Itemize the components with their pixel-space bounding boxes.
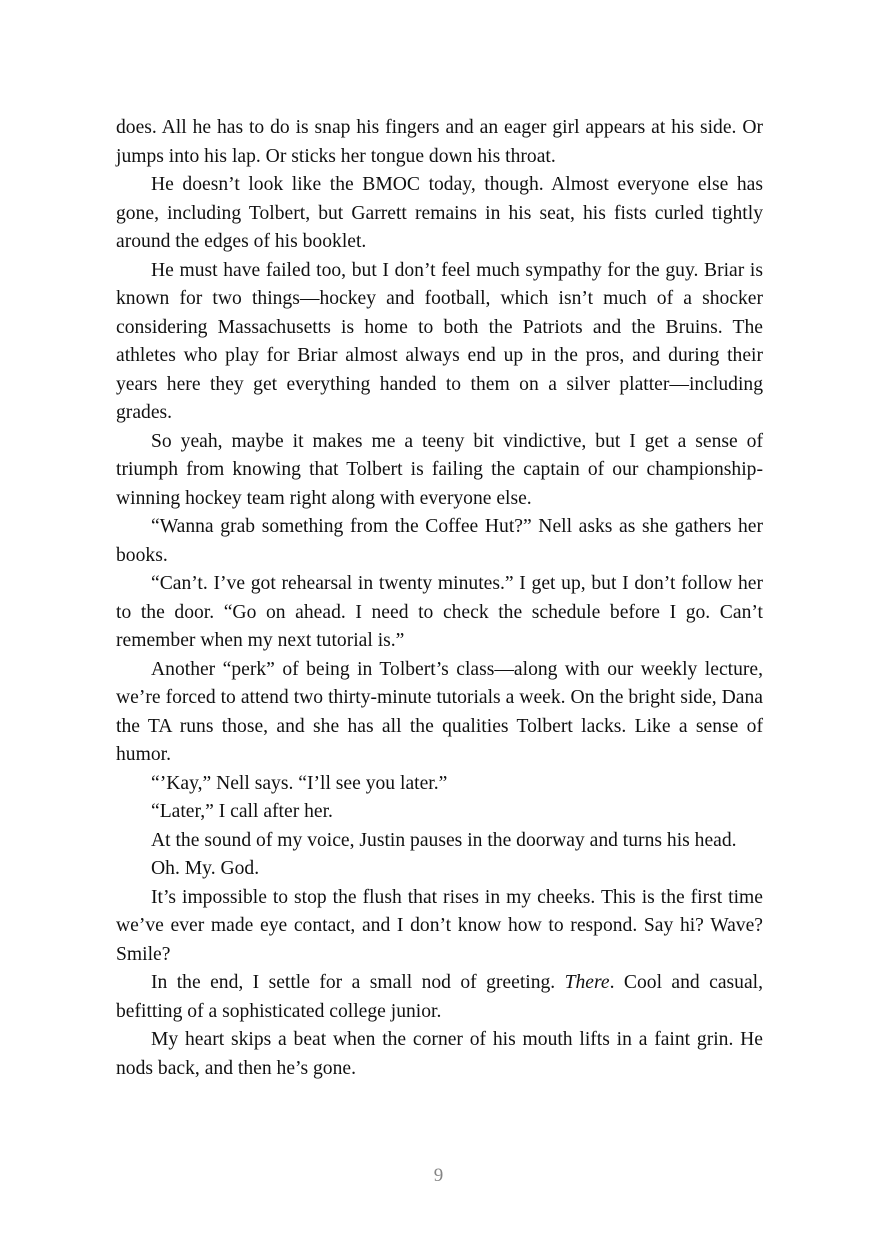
page-text-body xyxy=(116,114,763,1083)
paragraph: In the end, I settle for a small nod of greeting. There. Cool and casual, befitting of a sophisticated college junior. xyxy=(116,972,763,1022)
paragraph: “Wanna grab something from the Coffee Hut?” Nell asks as she gathers her books. xyxy=(116,516,763,566)
paragraph: “’Kay,” Nell says. “I’ll see you later.” xyxy=(151,772,448,794)
paragraph: Another “perk” of being in Tolbert’s class—along with our weekly lecture, we’re forced to attend two thirty-minute tutorials a week. On the bright side, Dana the TA runs those, and she has all the qualities Tolbert lacks. Like a sense of humor. xyxy=(116,658,763,765)
page-number: 9 xyxy=(433,1165,444,1186)
paragraph: Oh. My. God. xyxy=(151,858,260,879)
paragraph: So yeah, maybe it makes me a teeny bit vindictive, but I get a sense of triumph from knowing that Tolbert is failing the captain of our championship-winning hockey team right along with everyone else. xyxy=(116,430,763,509)
paragraph: “Can’t. I’ve got rehearsal in twenty minutes.” I get up, but I don’t follow her to the door. “Go on ahead. I need to check the schedule before I go. Can’t remember when my next tutorial is.” xyxy=(116,573,763,651)
paragraph: My heart skips a beat when the corner of his mouth lifts in a faint grin. He nods back, and then he’s gone. xyxy=(116,1029,763,1079)
emphasis-text: There xyxy=(564,972,610,993)
paragraph: He doesn’t look like the BMOC today, though. Almost everyone else has gone, including Tolbert, but Garrett remains in his seat, his fists curled tightly around the edges of his booklet. xyxy=(116,174,763,252)
paragraph: “Later,” I call after her. xyxy=(151,801,333,822)
paragraph: He must have failed too, but I don’t feel much sympathy for the guy. Briar is known for two things—hockey and football, which isn’t much of a shocker considering Massachusetts is home to both the Patriots and the Bruins. The athletes who play for Briar almost always end up in the pros, and during their years here they get everything handed to them on a silver platter—including grades. xyxy=(116,259,763,423)
paragraph: It’s impossible to stop the flush that rises in my cheeks. This is the first time we’ve ever made eye contact, and I don’t know how to respond. Say hi? Wave? Smile? xyxy=(116,886,763,965)
paragraph: does. All he has to do is snap his fingers and an eager girl appears at his side. Or jumps into his lap. Or sticks her tongue down his throat. xyxy=(116,117,763,167)
paragraph: At the sound of my voice, Justin pauses in the doorway and turns his head. xyxy=(151,829,737,851)
